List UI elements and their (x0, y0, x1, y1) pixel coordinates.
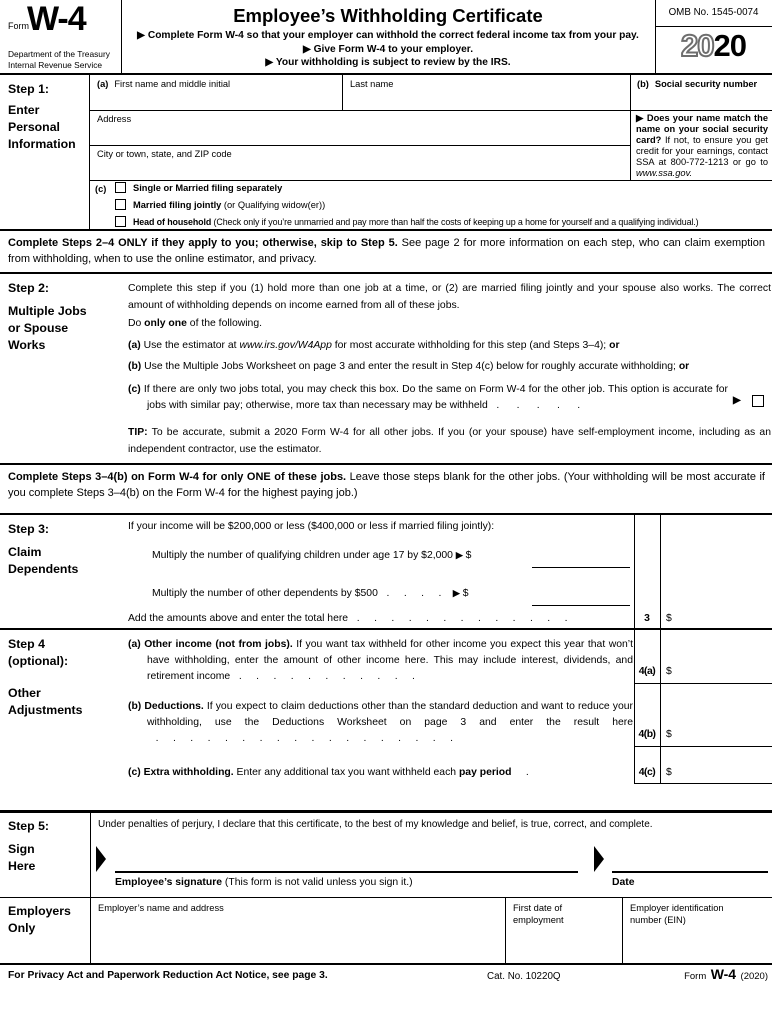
step3-total-input[interactable] (676, 610, 770, 627)
ssn-tag: (b) (637, 79, 649, 89)
step1-name-1: Enter (8, 103, 40, 117)
step3-dependents-arrow-icon: ▶ (452, 588, 460, 598)
last-name-input[interactable] (343, 90, 629, 109)
qualifying-children-amount-input[interactable] (532, 551, 630, 566)
step4-label: Step 4 (8, 637, 45, 651)
first-name-tag: (a) (97, 79, 109, 89)
employer-name-address-label: Employer’s name and address (98, 903, 224, 913)
divider-4b-bottom (634, 746, 772, 747)
step5-label: Step 5: (8, 819, 49, 833)
divider-step5-left (90, 810, 91, 897)
city-label: City or town, state, and ZIP code (97, 149, 232, 159)
other-income-amount-input[interactable] (676, 662, 770, 680)
step2-option-b-or: or (678, 361, 690, 372)
first-date-employment-input[interactable] (506, 928, 621, 962)
signature-caption-rest: (This form is not valid unless you sign it.) (222, 877, 413, 888)
step3-total-leader: . . . . . . . . . . . . . (348, 613, 568, 624)
step4-a-dollar: $ (666, 666, 672, 677)
estimator-link[interactable]: www.irs.gov/W4App (239, 340, 332, 351)
signature-caption-bold: Employee’s signature (115, 877, 223, 888)
step2-name-2: or Spouse (8, 321, 69, 335)
form-word: Form (8, 21, 29, 31)
step4-label-optional: (optional): (8, 654, 69, 668)
date-arrow-icon (594, 846, 604, 872)
step4-b-rest: If you expect to claim deductions other than the standard deduction and want to reduce your withholding, use the Deductions Worksheet on page 3 and enter the result here (147, 701, 633, 728)
step4-a-row-number: 4(a) (638, 666, 656, 677)
step4-b-row-number: 4(b) (638, 729, 656, 740)
step3-children-text: Multiply the number of qualifying children under age 17 by $2,000 (152, 550, 453, 561)
step2-option-a-or: or (609, 340, 620, 351)
step5-name-2: Here (8, 859, 36, 873)
step4-c-tag: (c) (128, 767, 141, 778)
step2-p2-post: of the following. (186, 318, 262, 329)
steps-3-4b-instructions (8, 470, 765, 501)
employee-signature-input[interactable] (115, 846, 578, 870)
step2-label: Step 2: (8, 281, 49, 295)
step3-row-number: 3 (644, 613, 650, 624)
step3-name-2: Dependents (8, 562, 79, 576)
step2-tip (128, 424, 771, 458)
ssn-text: Social security number (654, 79, 758, 89)
step4-a-bold: Other income (not from jobs). (144, 639, 293, 650)
divider-row2 (89, 145, 630, 146)
step4-c-dollar: $ (666, 767, 672, 778)
divider-header-left (121, 0, 122, 73)
address-label: Address (97, 114, 132, 124)
step4-b-dollar: $ (666, 729, 672, 740)
ssn-label (637, 79, 757, 89)
step1-name-2: Personal (8, 120, 60, 134)
step4-deductions-block (128, 699, 633, 747)
step4-c-bold-2: pay period (458, 767, 512, 778)
step2-option-b-text: Use the Multiple Jobs Worksheet on page 3 and enter the result in Step 4(c) below for roughly accurate withholding; (144, 361, 679, 372)
ssa-note-rest: If not, to ensure you get credit for your earnings, contact SSA at 800-772-1213 or go to (636, 135, 768, 167)
divider-step3-top (0, 513, 772, 515)
step3-total-dollar: $ (666, 613, 672, 624)
first-name-label (97, 79, 230, 89)
other-dependents-amount-input[interactable] (532, 589, 630, 604)
step3-children-underline (532, 567, 630, 568)
two-jobs-checkbox[interactable] (752, 395, 764, 407)
step4-c-bold: Extra withholding. (143, 767, 234, 778)
divider-header-right (655, 0, 656, 73)
footer-form-id (670, 966, 768, 984)
city-state-zip-input[interactable] (90, 160, 629, 179)
employers-only-label-1: Employers (8, 904, 71, 918)
step3-dependents-line (152, 588, 469, 599)
steps-2-4-instructions-bold: Complete Steps 2–4 ONLY if they apply to you; otherwise, skip to Step 5. (8, 237, 398, 249)
step2-tip-bold: TIP: (128, 427, 148, 438)
deductions-amount-input[interactable] (676, 725, 770, 743)
step3-label: Step 3: (8, 522, 49, 536)
signature-line (115, 871, 578, 873)
step2-tip-rest: To be accurate, submit a 2020 Form W-4 for all other jobs. If you (or your spouse) have self-employment income, including as an independent contractor, use the estimator. (128, 427, 771, 455)
footer-form-word: Form (684, 971, 707, 982)
step3-children-arrow-icon: ▶ (455, 550, 463, 560)
signature-caption (115, 877, 413, 888)
married-jointly-rest: (or Qualifying widow(er)) (221, 200, 326, 210)
department-line-2: Internal Revenue Service (8, 60, 103, 70)
employers-only-label-2: Only (8, 921, 36, 935)
step4-c-rest: Enter any additional tax you want withheld each (233, 767, 459, 778)
first-date-employment-label: First date of employment (513, 903, 564, 925)
step1-name-3: Information (8, 137, 76, 151)
page-title: Employee’s Withholding Certificate (233, 5, 543, 26)
step2-option-a-text-1: Use the estimator at (143, 340, 240, 351)
footer-form-number: W-4 (710, 966, 737, 982)
divider-amount-col-left (634, 513, 635, 783)
department-line-1: Department of the Treasury (8, 49, 110, 59)
step4-a-rest: If you want tax withheld for other income you expect this year that won’t have withholding, enter the amount of other income here. This may include interest, dividends, and retirement income (147, 639, 633, 682)
step1-label: Step 1: (8, 82, 49, 96)
head-of-household-option-label (133, 217, 699, 227)
address-input[interactable] (90, 125, 629, 144)
single-option-label: Single or Married filing separately (133, 183, 283, 193)
step4-name-1: Other (8, 686, 41, 700)
perjury-statement: Under penalties of perjury, I declare that this certificate, to the best of my knowledge and belief, is true, correct, and complete. (98, 819, 653, 830)
married-jointly-option-label (133, 200, 325, 210)
single-checkbox[interactable] (115, 182, 126, 193)
divider-amount-col-right (660, 513, 661, 783)
step2-p2-pre: Do (128, 318, 145, 329)
married-jointly-checkbox[interactable] (115, 199, 126, 210)
step2-option-a-text-2: for most accurate withholding for this step (and Steps 3–4); (331, 340, 610, 351)
divider-employers-bottom (0, 963, 772, 965)
step2-paragraph-1: Complete this step if you (1) hold more than one job at a time, or (2) are married filing jointly and your spouse also works. The correct amount of withholding depends on income earned from all of these jobs. (128, 283, 771, 311)
step3-intro: If your income will be $200,000 or less ($400,000 or less if married filing jointly): (128, 521, 495, 532)
tax-year (655, 28, 772, 64)
step4-c-leader: . (511, 767, 529, 778)
footer-form-year: (2020) (740, 971, 768, 982)
ssa-note-bold: ▶ Does your name match the name on your social security card? (636, 113, 768, 145)
step2-name-1: Multiple Jobs (8, 304, 87, 318)
step4-b-bold: Deductions. (144, 701, 204, 712)
first-name-input[interactable] (90, 90, 341, 109)
step3-total-text: Add the amounts above and enter the total here (128, 613, 349, 624)
two-jobs-arrow-icon: ▶ (733, 395, 741, 406)
step4-a-tag: (a) (128, 639, 141, 650)
step5-name-1: Sign (8, 842, 35, 856)
ssa-gov-link[interactable]: www.ssa.gov. (636, 168, 693, 178)
last-name-label: Last name (350, 79, 394, 89)
step3-children-dollar: $ (465, 550, 472, 561)
ssa-name-match-note (636, 113, 768, 179)
step3-name-1: Claim (8, 545, 42, 559)
steps-3-4b-instructions-rest: Leave those steps blank for the other jobs. (Your withholding will be most accurate if you complete Steps 3–4(b) on the Form W-4 for the highest paying job.) (8, 471, 765, 499)
head-of-household-bold: Head of household (133, 217, 212, 227)
divider-4a-bottom (634, 683, 772, 684)
step2-option-a (128, 340, 771, 351)
step3-dependents-leader: . . . . (377, 588, 451, 599)
divider-step3-bottom (0, 628, 772, 630)
divider-header-bottom (0, 73, 772, 75)
signature-arrow-icon (96, 846, 106, 872)
divider-step5-top (0, 810, 772, 813)
divider-step2-top (0, 272, 772, 274)
steps-2-4-instructions-rest: See page 2 for more information on each step, who can claim exemption from withholding, when to use the online estimator, and privacy. (8, 237, 765, 265)
extra-withholding-amount-input[interactable] (676, 763, 770, 781)
step3-dependents-dollar: $ (462, 588, 469, 599)
step3-children-line (152, 550, 471, 561)
date-caption: Date (612, 877, 635, 888)
ein-label: Employer identification number (EIN) (630, 903, 724, 925)
step2-option-c (128, 382, 728, 414)
step3-dependents-text: Multiply the number of other dependents by $500 (152, 588, 378, 599)
head-of-household-checkbox[interactable] (115, 216, 126, 227)
step4-b-leader: . . . . . . . . . . . . . . . . . . (147, 733, 454, 744)
divider-step1-bottom (0, 229, 772, 231)
date-input[interactable] (612, 846, 768, 870)
ssn-input[interactable] (631, 90, 771, 109)
ein-input[interactable] (623, 928, 770, 962)
omb-number: OMB No. 1545-0074 (668, 7, 759, 18)
first-name-text: First name and middle initial (114, 79, 231, 89)
header-bullet-3: ▶ Your withholding is subject to review by the IRS. (265, 57, 511, 68)
divider-row3 (89, 180, 772, 181)
step3-dependents-underline (532, 605, 630, 606)
step4-name-2: Adjustments (8, 703, 83, 717)
divider-step2-bottom (0, 463, 772, 465)
filing-status-tag: (c) (95, 184, 107, 194)
divider-omb (655, 26, 772, 27)
step4-c-row-number: 4(c) (638, 767, 656, 778)
header-bullet-1: ▶ Complete Form W-4 so that your employer can withhold the correct federal income tax from your pay. (137, 30, 639, 41)
step4-b-tag: (b) (128, 701, 142, 712)
step2-option-c-text: If there are only two jobs total, you may check this box. Do the same on Form W-4 for the other job. This option is accurate for jobs with similar pay; otherwise, more tax than necessary may be withheld (143, 384, 728, 411)
divider-row1 (89, 110, 772, 111)
privacy-act-notice: For Privacy Act and Paperwork Reduction Act Notice, see page 3. (8, 970, 328, 981)
step4-extra-withholding-block (128, 767, 633, 778)
step4-a-leader: . . . . . . . . . . . (230, 671, 415, 682)
steps-3-4b-instructions-bold: Complete Steps 3–4(b) on Form W-4 for only ONE of these jobs. (8, 471, 347, 483)
date-line (612, 871, 768, 873)
step3-total-line (128, 613, 568, 624)
employer-name-address-input[interactable] (91, 916, 504, 962)
step2-option-c-tag: (c) (128, 384, 141, 395)
form-number: W-4 (27, 0, 86, 38)
steps-2-4-instructions (8, 236, 765, 267)
head-of-household-rest: (Check only if you’re unmarried and pay more than half the costs of keeping up a home for yourself and a qualifying individual.) (211, 217, 699, 227)
step2-option-b (128, 361, 771, 372)
step2-name-3: Works (8, 338, 46, 352)
step2-option-a-tag: (a) (128, 340, 141, 351)
step4-other-income-block (128, 637, 633, 685)
married-jointly-bold: Married filing jointly (133, 200, 222, 210)
tax-year-outline: 20 (681, 28, 714, 63)
divider-step5-bottom (0, 897, 772, 898)
header-bullet-2: ▶ Give Form W-4 to your employer. (302, 44, 474, 55)
divider-4c-bottom (634, 783, 772, 784)
tax-year-bold: 20 (713, 28, 746, 63)
step2-option-b-tag: (b) (128, 361, 142, 372)
step2-paragraph-2 (128, 318, 262, 329)
catalog-number: Cat. No. 10220Q (487, 971, 561, 982)
step2-option-c-leader: . . . . . (487, 400, 581, 411)
step2-p2-bold: only one (144, 318, 187, 329)
